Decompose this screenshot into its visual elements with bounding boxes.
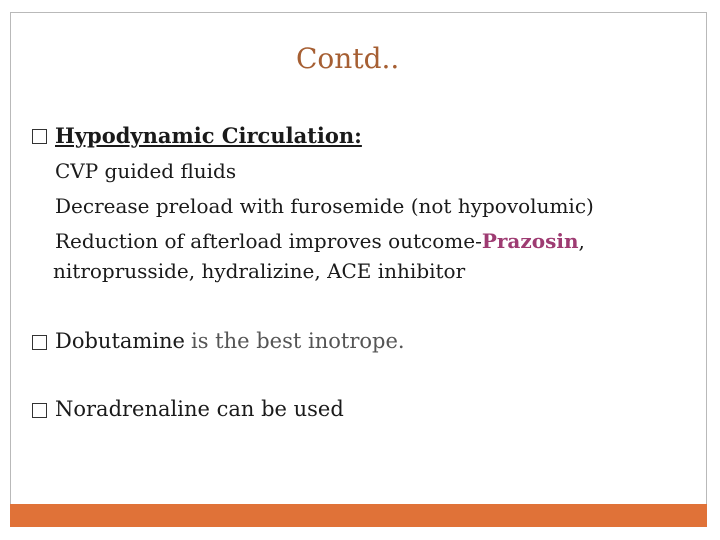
section-heading: Hypodynamic Circulation: (55, 123, 362, 148)
afterload-tail: , (578, 229, 585, 253)
bullet-dobutamine (32, 329, 405, 353)
afterload-text: Reduction of afterload improves outcome- (55, 229, 482, 253)
dobutamine-text: Dobutamine (55, 329, 185, 353)
sub-line-cvp: CVP guided fluids (55, 159, 237, 183)
sub-line-drugs: nitroprusside, hydralizine, ACE inhibitor (53, 259, 466, 283)
sub-line-afterload (55, 229, 585, 253)
bullet-noradrenaline (32, 397, 344, 421)
slide-title: Contd.. (296, 42, 400, 75)
prazosin-highlight: Prazosin (481, 229, 579, 253)
sub-line-preload: Decrease preload with furosemide (not hypovolumic) (55, 194, 594, 218)
inotrope-text: is the best inotrope. (191, 329, 405, 353)
checkbox-bullet-icon (32, 403, 47, 418)
noradrenaline-text: Noradrenaline can be used (55, 397, 344, 421)
checkbox-bullet-icon (32, 335, 47, 350)
bullet-hypodynamic (32, 123, 362, 148)
checkbox-bullet-icon (32, 129, 47, 144)
footer-bar (10, 504, 707, 527)
